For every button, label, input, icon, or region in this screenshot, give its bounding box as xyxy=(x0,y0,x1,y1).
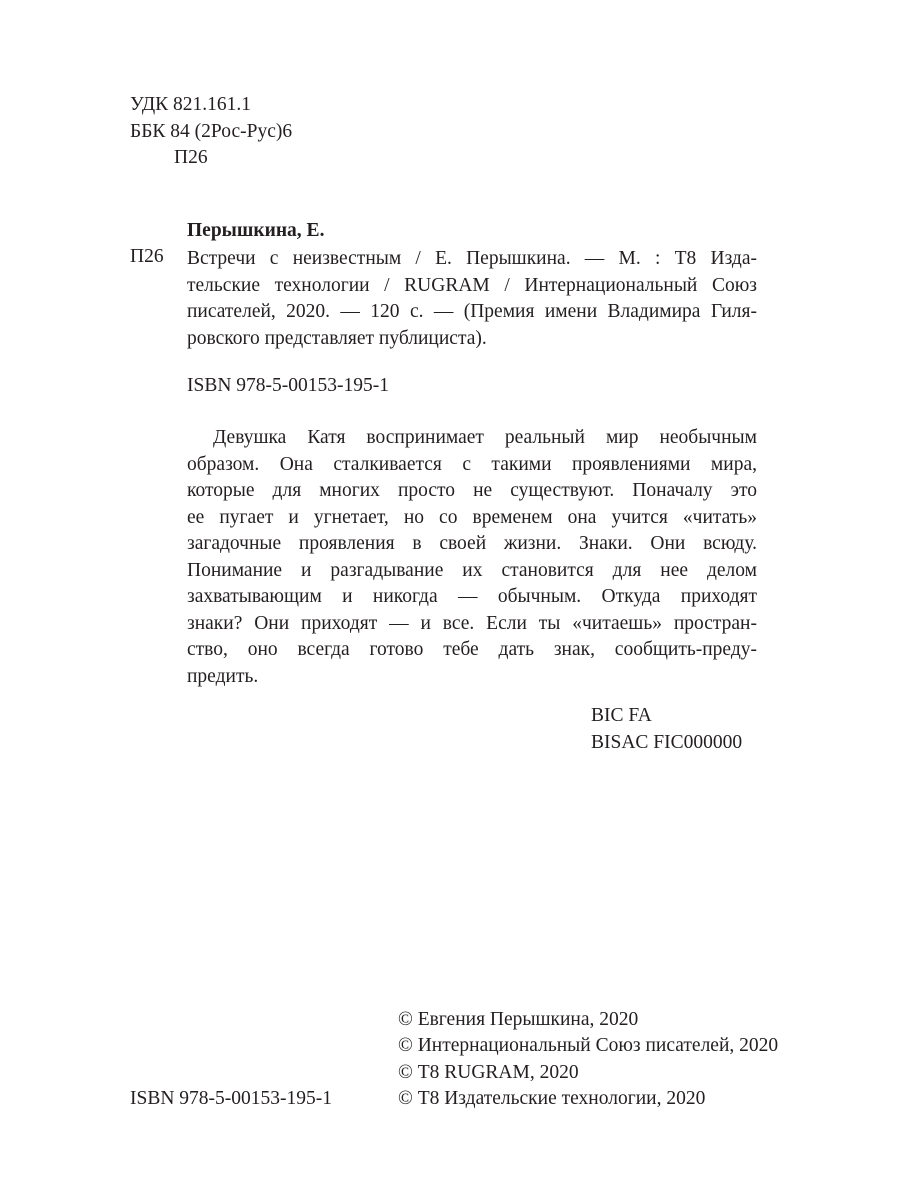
annotation xyxy=(187,425,757,690)
annotation-line: которые для многих просто не существуют. Поначалу это xyxy=(187,480,757,501)
annotation-line: предить. xyxy=(187,665,259,687)
copyright-line: © Евгения Перышкина, 2020 xyxy=(398,1009,639,1030)
copyright-line: © Т8 Издательские технологии, 2020 xyxy=(398,1088,706,1110)
bic-code: BIC FA xyxy=(591,705,652,726)
cutter-mark: П26 xyxy=(130,246,164,267)
bbk-code: ББК 84 (2Рос-Рус)6 xyxy=(130,120,293,142)
annotation-line: захватывающим и никогда — обычным. Откуда приходят xyxy=(187,586,757,607)
annotation-line: знаки? Они приходят — и все. Если ты «читаешь» простран- xyxy=(187,612,757,634)
annotation-line: ство, оно всегда готово тебе дать знак, сообщить-преду- xyxy=(187,639,757,660)
isbn-main: ISBN 978-5-00153-195-1 xyxy=(187,375,390,396)
biblio-line: ровского представляет публициста). xyxy=(187,327,487,349)
annotation-line: Понимание и разгадывание их становится для нее делом xyxy=(187,559,757,581)
subject-codes xyxy=(591,703,742,756)
annotation-line: загадочные проявления в своей жизни. Знаки. Они всюду. xyxy=(187,533,757,554)
author-heading: Перышкина, Е. xyxy=(187,220,325,241)
biblio-line: тельские технологии / RUGRAM / Интернациональный Союз xyxy=(187,274,757,296)
udk-code: УДК 821.161.1 xyxy=(130,94,252,115)
bisac-code: BISAC FIC000000 xyxy=(591,731,743,753)
biblio-line: Встречи с неизвестным / Е. Перышкина. — М. : Т8 Изда- xyxy=(187,248,757,269)
bibliographic-description xyxy=(187,246,757,352)
annotation-line: ее пугает и угнетает, но со временем она учится «читать» xyxy=(187,506,757,528)
classification-codes xyxy=(130,92,292,172)
cutter-code: П26 xyxy=(174,147,208,168)
isbn-bottom: ISBN 978-5-00153-195-1 xyxy=(130,1088,333,1109)
copyright-line: © Интернациональный Союз писателей, 2020 xyxy=(398,1035,779,1057)
biblio-line: писателей, 2020. — 120 с. — (Премия имени Владимира Гиля- xyxy=(187,301,757,322)
annotation-line: образом. Она сталкивается с такими проявлениями мира, xyxy=(187,453,757,475)
annotation-line: Девушка Катя воспринимает реальный мир необычным xyxy=(213,427,757,448)
copyright-line: © Т8 RUGRAM, 2020 xyxy=(398,1061,579,1083)
copyright-block xyxy=(398,1007,778,1113)
